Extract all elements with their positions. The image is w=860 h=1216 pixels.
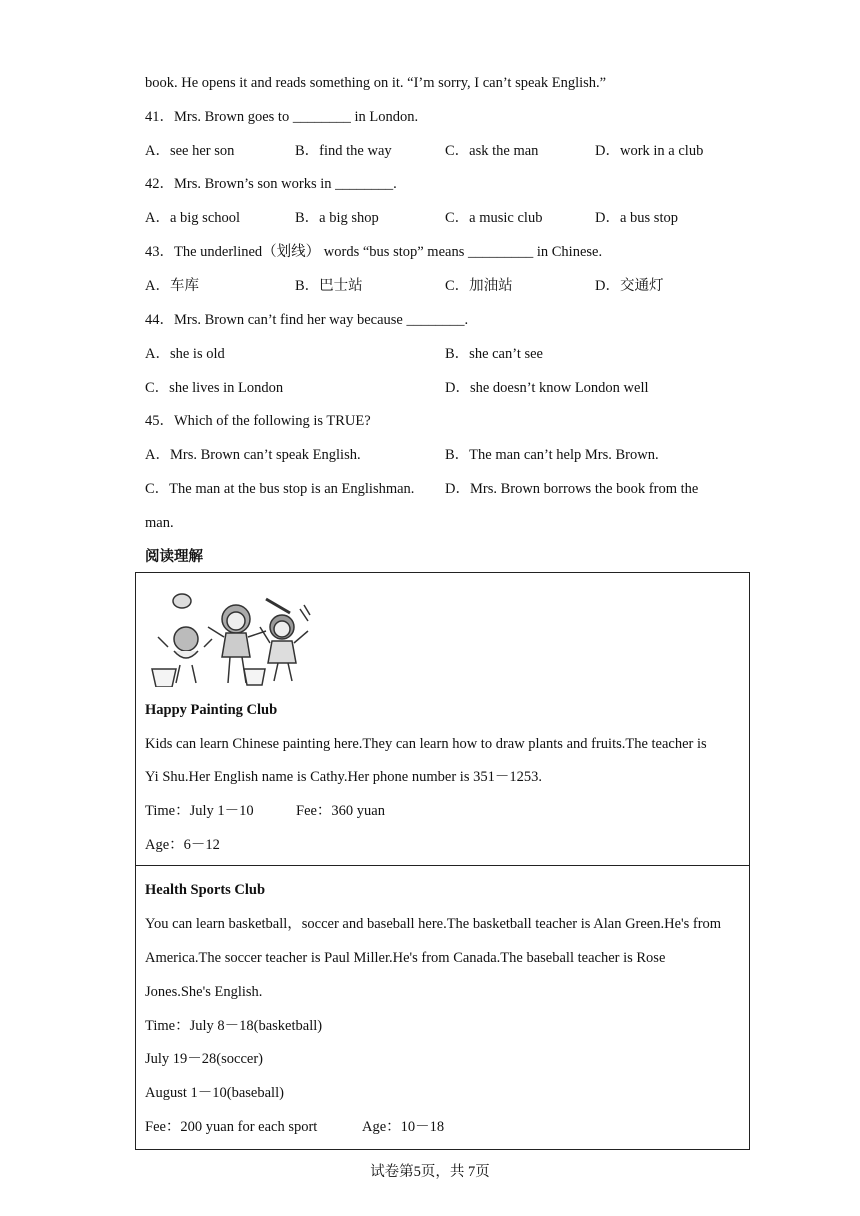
painting-club-desc-2: Yi Shu.Her English name is Cathy.Her phone number is 351－1253. [145,769,542,785]
page-footer: 试卷第5页，共 7页 [370,1164,490,1180]
question-45-option-b: B．The man can’t help Mrs. Brown. [445,447,659,463]
question-44-option-c: C．she lives in London [145,380,284,396]
question-45-option-d: D．Mrs. Brown borrows the book from the [445,481,699,497]
sports-club-time-soccer: July 19－28(soccer) [145,1051,263,1067]
question-44-option-b: B．she can’t see [445,346,543,362]
question-43-option-a: A．车库 [145,278,199,294]
painting-club-box [135,572,750,866]
question-42-stem: 42．Mrs. Brown’s son works in ________. [145,176,397,192]
painting-club-age: Age：6－12 [145,837,220,853]
passage-tail: book. He opens it and reads something on it. “I’m sorry, I can’t speak English.” [145,75,607,91]
painting-club-name: Happy Painting Club [145,702,278,718]
kids-painting-illustration [148,587,314,687]
question-45-stem: 45．Which of the following is TRUE? [145,413,371,429]
section-title: 阅读理解 [145,549,203,565]
question-42-option-c: C．a music club [445,210,543,226]
sports-club-desc-2: America.The soccer teacher is Paul Miller.He's from Canada.The baseball teacher is Rose [145,950,666,966]
question-44-option-a: A．she is old [145,346,225,362]
kids-painting-icon [148,587,314,687]
question-41-option-d: D．work in a club [595,143,704,159]
question-43-option-d: D．交通灯 [595,278,664,294]
question-45-option-a: A．Mrs. Brown can’t speak English. [145,447,361,463]
sports-club-box [135,865,750,1150]
question-44-stem: 44．Mrs. Brown can’t find her way because ________. [145,312,469,328]
question-42-option-d: D．a bus stop [595,210,678,226]
question-42-option-a: A．a big school [145,210,241,226]
sports-club-desc-1: You can learn basketball，soccer and baseball here.The basketball teacher is Alan Green.He's from [145,916,722,932]
question-43-option-c: C．加油站 [445,278,513,294]
sports-club-fee: Fee：200 yuan for each sport [145,1119,318,1135]
sports-club-time-baseball: August 1－10(baseball) [145,1085,284,1101]
question-42-option-b: B．a big shop [295,210,379,226]
painting-club-time: Time：July 1－10 [145,803,254,819]
sports-club-age: Age：10－18 [362,1119,445,1135]
question-41-stem: 41．Mrs. Brown goes to ________ in London. [145,109,419,125]
sports-club-time-basketball: Time：July 8－18(basketball) [145,1018,323,1034]
painting-club-fee: Fee：360 yuan [296,803,385,819]
question-41-option-c: C．ask the man [445,143,539,159]
question-41-option-a: A．see her son [145,143,235,159]
sports-club-name: Health Sports Club [145,882,266,898]
question-44-option-d: D．she doesn’t know London well [445,380,649,396]
painting-club-desc-1: Kids can learn Chinese painting here.They can learn how to draw plants and fruits.The teacher is [145,736,707,752]
question-43-stem: 43．The underlined（划线） words “bus stop” means _________ in Chinese. [145,244,603,260]
sports-club-desc-3: Jones.She's English. [145,984,263,1000]
question-45-option-c: C．The man at the bus stop is an Englishman. [145,481,415,497]
question-41-option-b: B．find the way [295,143,392,159]
question-43-option-b: B．巴士站 [295,278,363,294]
question-45-option-d-wrap: man. [145,515,174,531]
